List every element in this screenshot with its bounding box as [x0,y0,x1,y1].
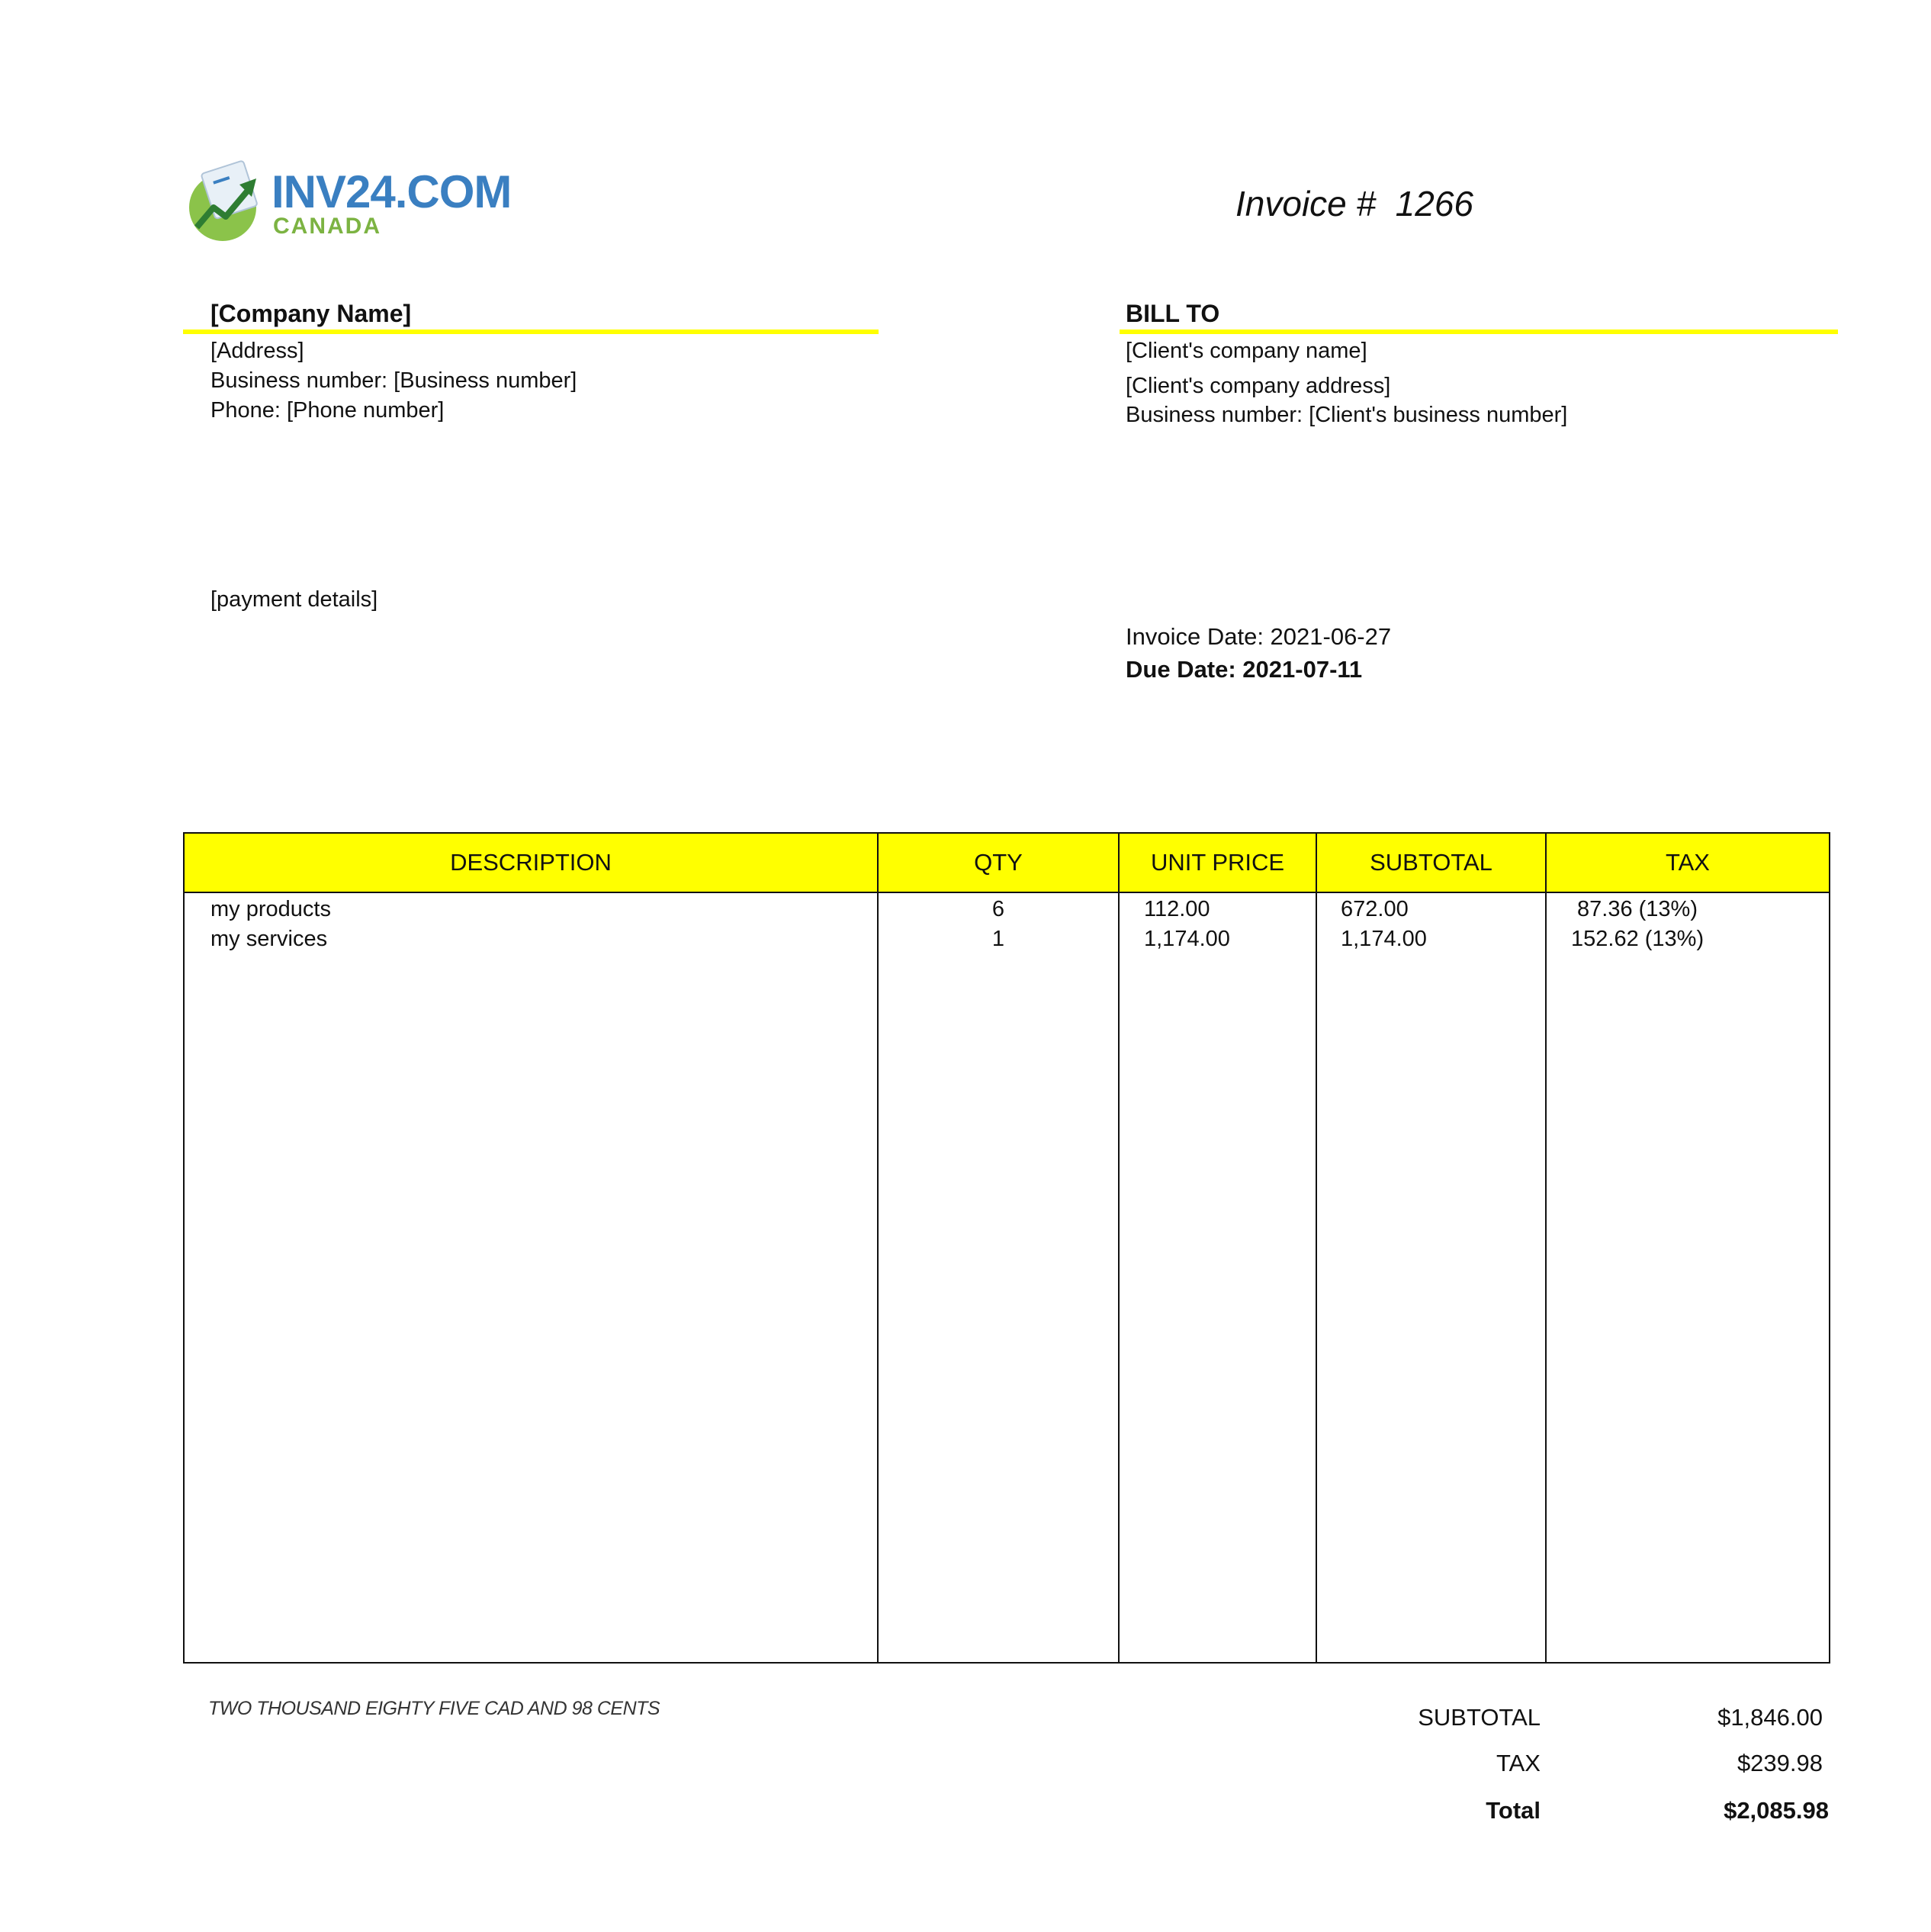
column-divider [1118,834,1120,1662]
row-2-description: my services [210,927,328,951]
row-2-subtotal: 1,174.00 [1341,927,1427,951]
company-name: [Company Name] [210,300,412,327]
company-address: [Address] [210,339,304,363]
client-company-name: [Client's company name] [1126,339,1367,363]
logo-sub-text: CANADA [273,214,381,239]
row-1-tax: 87.36 (13%) [1577,897,1698,921]
tax-value: $239.98 [1737,1750,1823,1776]
row-1-qty: 6 [991,897,1005,921]
logo-chart-icon [183,160,267,244]
invoice-title: Invoice # 1266 [1235,184,1474,223]
row-2-qty: 1 [991,927,1005,951]
company-phone: Phone: [Phone number] [210,398,445,423]
due-date: Due Date: 2021-07-11 [1126,656,1363,683]
header-qty: QTY [974,849,1023,876]
total-value: $2,085.98 [1724,1797,1829,1824]
company-business-number: Business number: [Business number] [210,368,577,393]
row-2-unit-price: 1,174.00 [1144,927,1230,951]
company-logo [183,160,512,244]
row-1-unit-price: 112.00 [1144,897,1210,921]
header-description: DESCRIPTION [450,849,612,876]
amount-in-words: TWO THOUSAND EIGHTY FIVE CAD AND 98 CENTS [208,1698,660,1719]
bill-to-label: BILL TO [1126,300,1220,327]
row-1-description: my products [210,897,331,921]
total-label: Total [1486,1797,1541,1824]
column-divider [877,834,879,1662]
company-divider [183,330,879,334]
column-divider [1545,834,1547,1662]
header-tax: TAX [1666,849,1710,876]
line-items-table [183,832,1830,1664]
invoice-date: Invoice Date: 2021-06-27 [1126,623,1392,650]
header-subtotal: SUBTOTAL [1370,849,1492,876]
bill-to-divider [1120,330,1838,334]
row-1-subtotal: 672.00 [1341,897,1409,921]
subtotal-label: SUBTOTAL [1418,1704,1541,1731]
header-unit-price: UNIT PRICE [1150,849,1285,876]
payment-details: [payment details] [210,587,378,612]
client-business-number: Business number: [Client's business number] [1126,403,1568,427]
client-company-address: [Client's company address] [1126,374,1391,398]
logo-main-text: INV24.COM [271,166,512,217]
row-2-tax: 152.62 (13%) [1571,927,1704,951]
column-divider [1316,834,1317,1662]
subtotal-value: $1,846.00 [1717,1704,1823,1731]
tax-label: TAX [1496,1750,1541,1776]
